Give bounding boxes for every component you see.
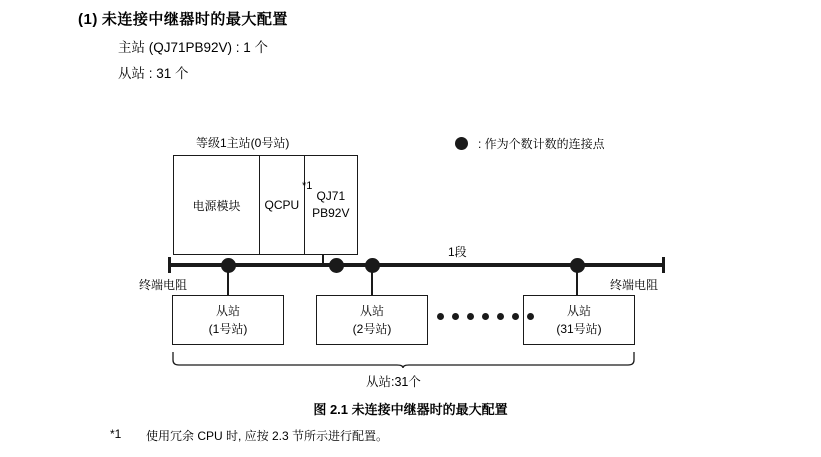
power-module-cell: 电源模块 xyxy=(192,198,241,213)
slave-station-number: (1号站) xyxy=(208,322,248,336)
legend xyxy=(455,135,605,152)
ellipsis-dot xyxy=(467,313,474,320)
ellipsis-dot xyxy=(452,313,459,320)
figure-caption: 图 2.1 未连接中继器时的最大配置 xyxy=(313,402,508,417)
ellipsis-dot xyxy=(512,313,519,320)
footnote-mark: *1 xyxy=(110,427,122,441)
slave-name: 从站 xyxy=(359,304,384,318)
terminator-label-right: 终端电阻 xyxy=(610,278,659,292)
qcpu-cell: QCPU xyxy=(259,156,304,254)
spec-slave-line: 从站 : 31 个 xyxy=(118,66,189,81)
connection-point-icon xyxy=(221,258,236,273)
filled-circle-icon xyxy=(455,137,468,150)
ellipsis-dot xyxy=(527,313,534,320)
terminator-label-left: 终端电阻 xyxy=(139,278,188,292)
master-station-title: 等级1主站(0号站) xyxy=(196,136,290,150)
terminator-cap-right xyxy=(662,257,665,273)
footnote-text: 使用冗余 CPU 时, 应按 2.3 节所示进行配置。 xyxy=(146,429,389,443)
slave-station-number: (2号站) xyxy=(352,322,392,336)
ellipsis-dots xyxy=(437,313,534,320)
terminator-cap-left xyxy=(168,257,171,273)
section-title: 未连接中继器时的最大配置 xyxy=(101,11,288,28)
section-number: (1) xyxy=(78,11,98,28)
asterisk-marker: *1 xyxy=(302,180,313,192)
brace-label: 从站:31个 xyxy=(366,375,421,389)
ellipsis-dot xyxy=(437,313,444,320)
connection-point-icon xyxy=(570,258,585,273)
slave-station-box xyxy=(523,295,635,345)
segment-label: 1段 xyxy=(448,245,467,259)
network-module-line1: QJ71 xyxy=(316,188,346,203)
connection-point-icon xyxy=(329,258,344,273)
network-module-cell xyxy=(304,156,357,254)
slave-station-number: (31号站) xyxy=(556,322,602,336)
slave-name: 从站 xyxy=(566,304,591,318)
slave-name: 从站 xyxy=(215,304,240,318)
slave-station-box xyxy=(316,295,428,345)
network-module-line2: PB92V xyxy=(312,206,350,220)
legend-label: : 作为个数计数的连接点 xyxy=(478,137,605,151)
footnote xyxy=(110,427,388,444)
ellipsis-dot xyxy=(497,313,504,320)
master-unit-box xyxy=(173,155,358,255)
connection-point-icon xyxy=(365,258,380,273)
section-heading xyxy=(78,8,288,29)
spec-master-line: 主站 (QJ71PB92V) : 1 个 xyxy=(118,40,269,55)
brace-bracket xyxy=(172,352,635,368)
drop-line-master xyxy=(322,255,324,267)
trunk-cable xyxy=(168,263,664,267)
ellipsis-dot xyxy=(482,313,489,320)
slave-station-box xyxy=(172,295,284,345)
